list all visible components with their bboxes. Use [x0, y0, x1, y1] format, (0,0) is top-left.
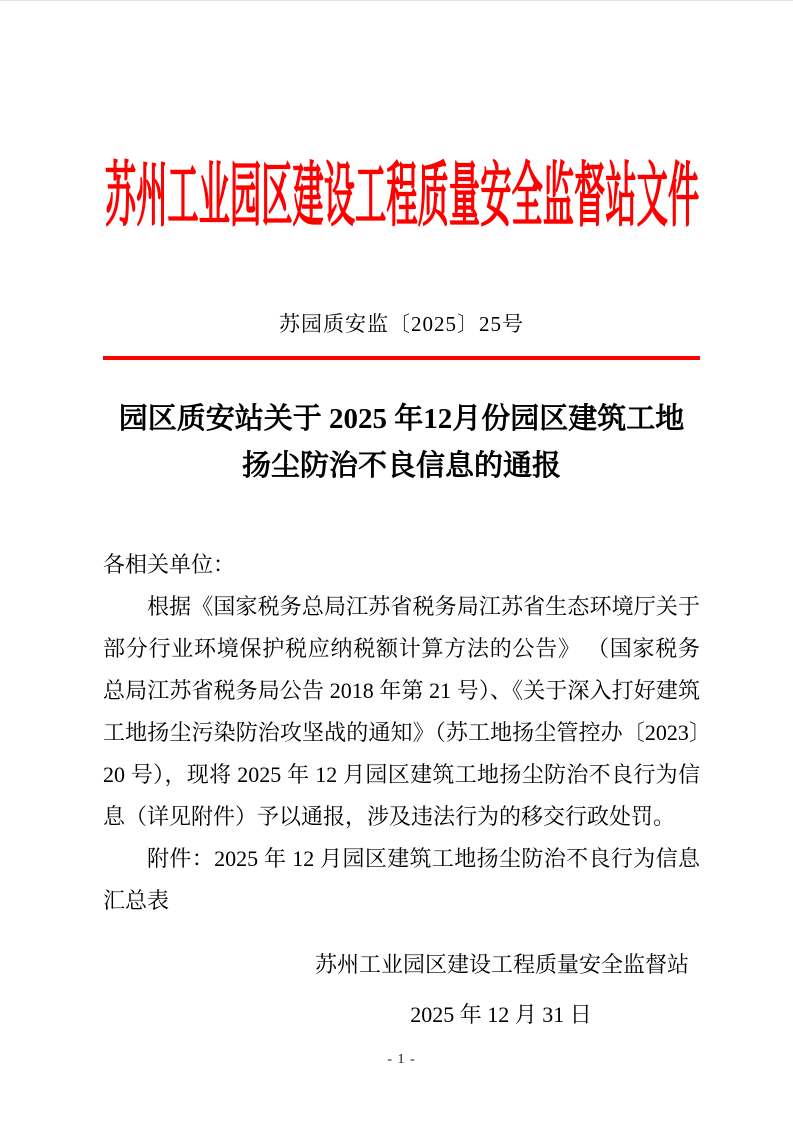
document-number: 苏园质安监〔2025〕25号 [279, 312, 524, 336]
signature-org-name: 苏州工业园区建设工程质量安全监督站 [315, 952, 690, 977]
red-header-banner [103, 151, 700, 236]
signature-block [315, 950, 690, 1030]
body-paragraph-attachment: 附件：2025 年 12 月园区建筑工地扬尘防治不良行为信息汇总表 [103, 846, 700, 913]
document-title [103, 396, 700, 490]
document-title-line2: 扬尘防治不良信息的通报 [241, 450, 561, 482]
body-paragraph-main: 根据《国家税务总局江苏省税务局江苏省生态环境厅关于部分行业环境保护税应纳税额计算方法的公告》 （国家税务总局江苏省税务局公告 2018 年第 21 号）、《关于深入打好建筑工地扬尘污染防治攻坚战的通知》（苏工地扬尘管控办〔2023〕20 号），现将 2025 年 12 月园区建筑工地扬尘防治不良行为信息（详见附件）予以通报，涉及违法行为的移交行政处罚。 [103, 594, 700, 829]
document-title-line1: 园区质安站关于 2025 年12月份园区建筑工地 [118, 403, 685, 435]
salutation: 各相关单位： [103, 552, 236, 577]
page-number: - 1 - [387, 1052, 416, 1067]
signature-date: 2025 年 12 月 31 日 [410, 1002, 592, 1027]
document-sheet [0, 1, 793, 1122]
document-body [103, 544, 700, 922]
red-divider-rule [103, 356, 700, 360]
issuing-org-title: 苏州工业园区建设工程质量安全监督站文件 [104, 158, 699, 236]
